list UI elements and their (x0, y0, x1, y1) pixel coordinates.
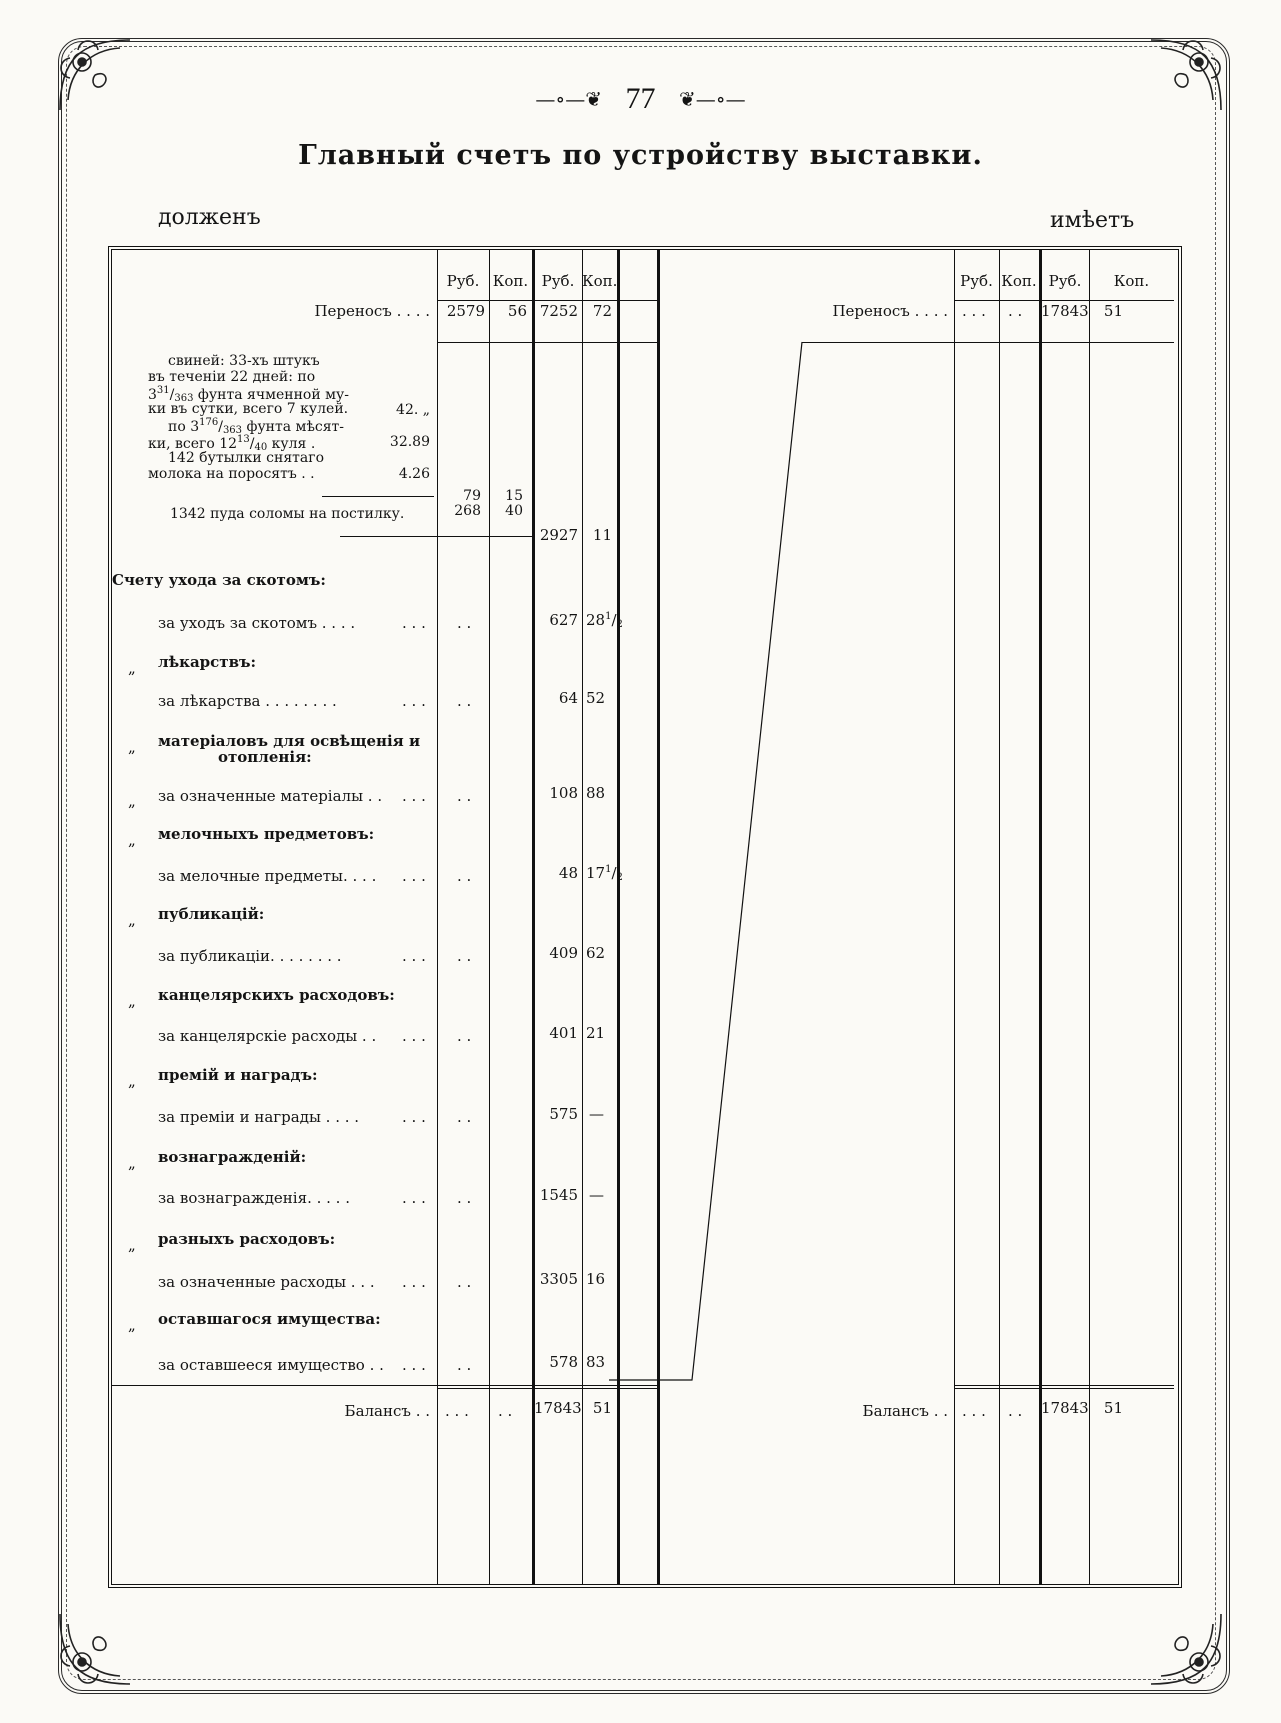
credit-carry-label: Переносъ . . . . (832, 302, 948, 320)
section-item: за вознагражденія. . . . . (158, 1189, 350, 1207)
section-item: за публикаціи. . . . . . . . (158, 947, 342, 965)
credit-carry-kop: 51 (1103, 302, 1123, 320)
ditto-mark: „ (128, 1072, 136, 1090)
ditto-mark: „ (128, 792, 136, 810)
dots-kop: . . (498, 1402, 513, 1420)
pigs-line: молока на поросятъ . . (148, 466, 315, 482)
balance-rule (954, 1388, 1174, 1389)
header-rule (954, 300, 1174, 301)
dots-kop: . . (457, 1356, 472, 1374)
col-rule (582, 250, 583, 1584)
pigs-line: въ теченіи 22 дней: по (148, 369, 316, 385)
ditto-mark: „ (128, 1236, 136, 1254)
section-rub: 578 (549, 1353, 578, 1371)
debit-carry-kop2: 72 (592, 302, 612, 320)
page-title: Главный счетъ по устройству выставки. (298, 140, 983, 171)
ditto-mark: „ (128, 738, 136, 756)
pigs-total-kop: 11 (592, 526, 612, 544)
dots-rub: . . . (402, 692, 426, 710)
section-heading: премій и наградъ: (158, 1066, 318, 1084)
debit-heading: долженъ (158, 205, 261, 230)
debit-balance-kop: 51 (592, 1399, 612, 1417)
dots-kop: . . (457, 614, 472, 632)
dots-rub: . . . (402, 1356, 426, 1374)
section-heading: матеріаловъ для освѣщенія и (158, 732, 421, 750)
dots-kop: . . (1008, 1402, 1023, 1420)
header-rule (437, 300, 657, 301)
balance-rule (112, 1385, 657, 1386)
debit-carry-label: Переносъ . . . . (314, 302, 430, 320)
section-heading: вознагражденій: (158, 1148, 307, 1166)
section-rub: 627 (549, 611, 578, 629)
ornament-right-icon: ❦—∘— (679, 87, 746, 111)
credit-balance-label: Балансъ . . (862, 1402, 948, 1420)
dots-rub: . . . (402, 1273, 426, 1291)
ditto-mark: „ (128, 992, 136, 1010)
dots-kop: . . (457, 867, 472, 885)
page-number: 77 (625, 82, 656, 115)
section-heading: публикацій: (158, 905, 265, 923)
credit-balance-rub: 17843 (1041, 1399, 1089, 1417)
section-heading: Счету ухода за скотомъ: (112, 571, 326, 589)
pigs-value: 4.26 (398, 466, 430, 482)
pigs-line: ки въ сутки, всего 7 кулей. (148, 401, 349, 417)
row-rule (437, 342, 657, 343)
subtotal-rule (322, 496, 434, 497)
dots-kop: . . (457, 947, 472, 965)
ledger-table (108, 246, 1182, 1588)
dots-rub: . . . (962, 302, 986, 320)
pigs-line: по $3^{176}/_{363}$ фунта мѣсят- (168, 417, 345, 436)
section-item: за означенные матеріалы . . (158, 787, 383, 805)
pigs-line: 142 бутылки снятаго (168, 450, 325, 466)
dots-rub: . . . (402, 614, 426, 632)
header-rub: Руб. (446, 272, 480, 290)
debit-carry-kop1: 56 (507, 302, 527, 320)
dots-kop: . . (457, 1027, 472, 1045)
ornament-left-icon: —∘—❦ (535, 87, 602, 111)
header-rub: Руб. (1048, 272, 1082, 290)
section-heading: оставшагося имущества: (158, 1310, 381, 1328)
credit-heading: имѣетъ (1050, 208, 1135, 233)
pigs-subtotal-rub: 79 (463, 488, 481, 504)
pigs-subtotal-kop: 15 (505, 488, 523, 504)
balance-rule (437, 1388, 657, 1389)
header-kop: Коп. (1001, 272, 1037, 290)
dots-rub: . . . (402, 1027, 426, 1045)
section-rub: 409 (549, 944, 578, 962)
col-rule (999, 250, 1000, 1584)
section-heading: канцелярскихъ расходовъ: (158, 986, 395, 1004)
row-rule (802, 342, 1174, 343)
header-rub: Руб. (541, 272, 575, 290)
section-rub: 48 (558, 864, 578, 882)
ditto-mark: „ (128, 831, 136, 849)
section-kop: — (589, 1186, 604, 1204)
straw-rub: 268 (454, 503, 481, 519)
dots-kop: . . (457, 1273, 472, 1291)
section-kop: $17^1/_2$ (586, 864, 623, 883)
dots-kop: . . (457, 1189, 472, 1207)
section-kop: 88 (586, 784, 606, 802)
section-heading-cont: отопленія: (218, 748, 312, 766)
dots-kop: . . (1008, 302, 1023, 320)
ditto-mark: „ (128, 659, 136, 677)
section-item: за лѣкарства . . . . . . . . (158, 692, 337, 710)
straw-kop: 40 (505, 503, 523, 519)
section-rub: 1545 (539, 1186, 578, 1204)
section-rub: 64 (558, 689, 578, 707)
credit-balance-kop: 51 (1103, 1399, 1123, 1417)
col-rule (954, 250, 955, 1584)
dots-rub: . . . (402, 1189, 426, 1207)
col-rule (1039, 250, 1042, 1584)
dots-rub: . . . (402, 947, 426, 965)
dots-rub: . . . (445, 1402, 469, 1420)
dots-kop: . . (457, 1108, 472, 1126)
section-item: за оставшееся имущество . . (158, 1356, 384, 1374)
debit-balance-rub: 17843 (534, 1399, 582, 1417)
page-number-block (0, 80, 1281, 116)
dots-rub: . . . (402, 787, 426, 805)
pigs-line: свиней: 33-хъ штукъ (168, 353, 320, 369)
col-rule (532, 250, 535, 1584)
section-rub: 3305 (539, 1270, 578, 1288)
section-item: за канцелярскіе расходы . . (158, 1027, 377, 1045)
section-rub: 108 (549, 784, 578, 802)
pigs-line: ки, всего $12^{13}/_{40}$ куля . (148, 434, 316, 453)
pigs-value: 42. „ (396, 402, 430, 418)
col-rule (1089, 250, 1090, 1584)
dots-kop: . . (457, 787, 472, 805)
section-item: за преміи и награды . . . . (158, 1108, 360, 1126)
section-kop: 52 (586, 689, 606, 707)
section-rub: 401 (549, 1024, 578, 1042)
col-rule (489, 250, 490, 1584)
section-item: за уходъ за скотомъ . . . . (158, 614, 356, 632)
balance-rule (954, 1385, 1174, 1386)
straw-label: 1342 пуда соломы на постилку. (170, 506, 405, 522)
col-rule (617, 250, 620, 1584)
pigs-line: $3^{31}/_{363}$ фунта ячменной му- (148, 385, 349, 404)
corner-ornament-bottom-right (1141, 1604, 1231, 1694)
section-kop: 21 (586, 1024, 606, 1042)
cancellation-line (609, 342, 802, 1380)
pigs-value: 32.89 (389, 434, 430, 450)
header-kop: Коп. (1113, 272, 1150, 290)
col-rule (437, 250, 438, 1584)
section-rub: 575 (549, 1105, 578, 1123)
header-kop: Коп. (582, 272, 618, 290)
section-kop: — (589, 1105, 604, 1123)
subtotal-rule (340, 536, 532, 537)
pigs-total-rub: 2927 (539, 526, 578, 544)
section-kop: 16 (586, 1270, 606, 1288)
ditto-mark: „ (128, 911, 136, 929)
header-rub: Руб. (960, 272, 993, 290)
section-heading: мелочныхъ предметовъ: (158, 825, 375, 843)
credit-carry-rub: 17843 (1041, 302, 1089, 320)
section-item: за означенные расходы . . . (158, 1273, 375, 1291)
dots-rub: . . . (402, 1108, 426, 1126)
ditto-mark: „ (128, 1154, 136, 1172)
dots-rub: . . . (402, 867, 426, 885)
ditto-mark: „ (128, 1316, 136, 1334)
section-kop: 62 (586, 944, 606, 962)
section-heading: лѣкарствъ: (158, 653, 257, 671)
section-item: за мелочные предметы. . . . (158, 867, 377, 885)
dots-kop: . . (457, 692, 472, 710)
center-rule (657, 250, 660, 1584)
dots-rub: . . . (962, 1402, 986, 1420)
corner-ornament-bottom-left (50, 1604, 140, 1694)
debit-carry-rub1: 2579 (446, 302, 485, 320)
section-kop: 83 (586, 1353, 606, 1371)
section-heading: разныхъ расходовъ: (158, 1230, 336, 1248)
debit-balance-label: Балансъ . . (344, 1402, 430, 1420)
section-kop: $28^1/_2$ (586, 611, 623, 630)
header-kop: Коп. (492, 272, 529, 290)
debit-carry-rub2: 7252 (539, 302, 578, 320)
